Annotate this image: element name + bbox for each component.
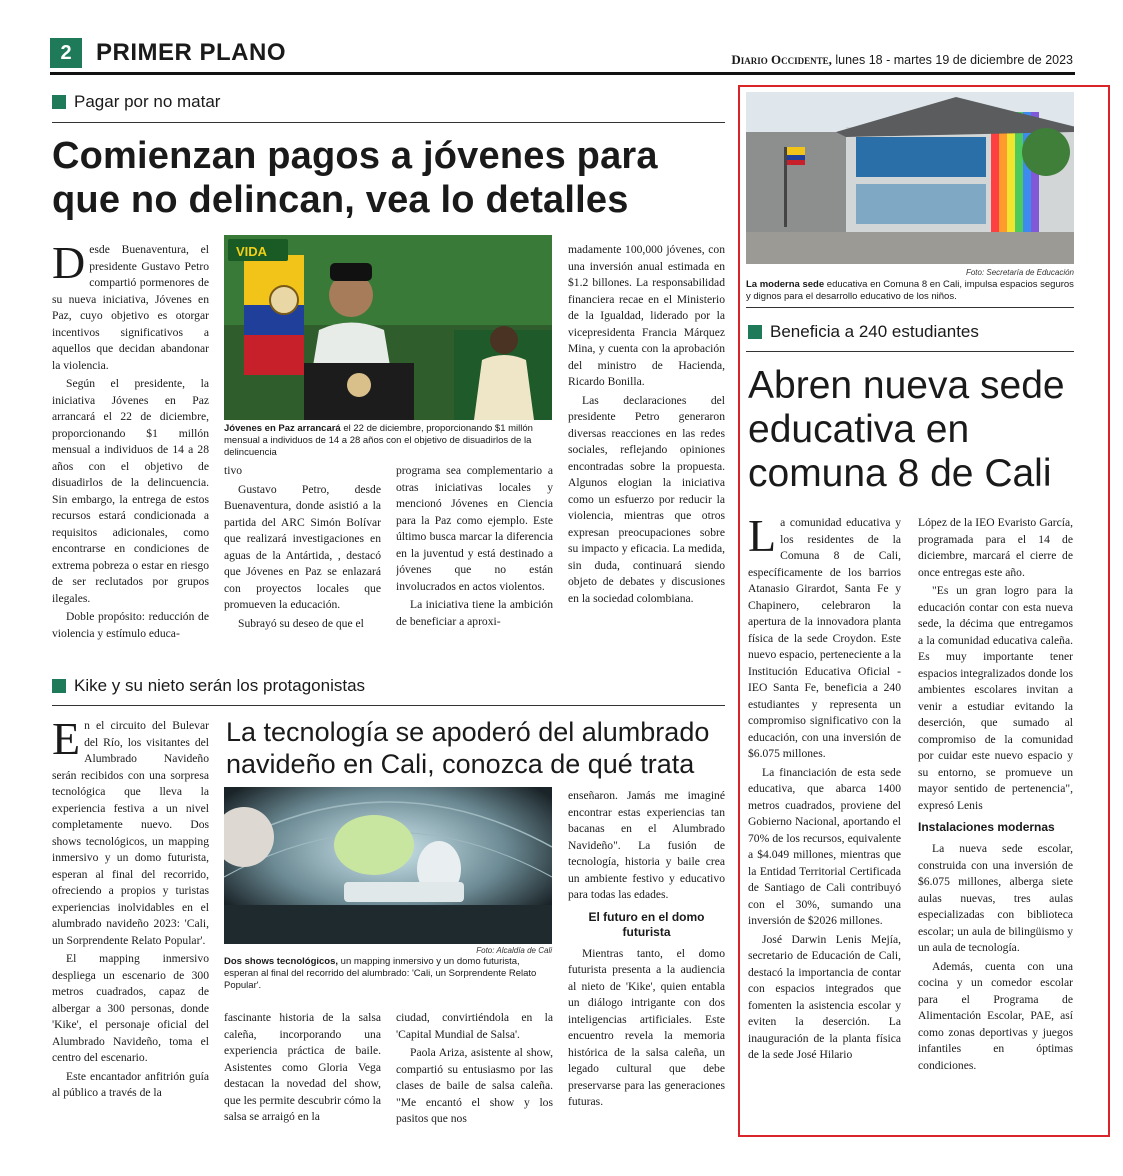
story2-column-4	[568, 788, 725, 1128]
story2-photo-credit: Foto: Alcaldía de Cali	[476, 946, 552, 955]
story1-headline	[52, 134, 732, 222]
paragraph: Doble propósito: reducción de violencia y estímulo educa-	[52, 610, 209, 640]
story3-subhead: Instalaciones modernas	[918, 820, 1055, 834]
story2-kicker	[52, 676, 365, 696]
story3-column-2	[918, 515, 1073, 1127]
paragraph: López de la IEO Evaristo García, programada para el 14 de diciembre, marcará el cierre de once entregas este año.	[918, 516, 1073, 579]
paragraph: Mientras tanto, el domo futurista presenta a la audiencia al nieto de 'Kike', quien entabla un diálogo intrigante con dos inteligencias artificiales. Este encuentro revela la memoria histórica de la salsa caleña, un legado cultural que debe preservarse para las generaciones futuras.	[568, 946, 725, 1108]
paragraph: ciudad, convirtiéndola en la 'Capital Mundial de Salsa'.	[396, 1011, 553, 1041]
story3-kicker-text: Beneficia a 240 estudiantes	[770, 322, 979, 341]
masthead	[660, 52, 1073, 68]
photo-banner-text: VIDA	[236, 244, 268, 259]
story3-photo-school	[746, 92, 1074, 264]
paragraph: Según el presidente, la iniciativa Jóvenes en Paz arrancará el 22 de diciembre, proporcionando $1 millón mensual a individuos de 14 a 28 años con el objetivo de disuadirlos de la delincuencia. Sin embargo, la entrega de estos recursos estará condicionada a requisitos adicionales, como encontrarse en condiciones de extrema pobreza o estar en riesgo de ser reclutados por grupos ilegales.	[52, 377, 209, 605]
story3-headline	[748, 364, 1078, 496]
story1-column-2	[224, 463, 381, 649]
paragraph: Además, cuenta con una cocina y un comedor escolar para el Programa de Alimentación Escolar, PAE, así como zonas deportivas y juegos infantiles en óptimas condiciones.	[918, 959, 1073, 1072]
header-rule	[50, 72, 1075, 75]
paragraph: enseñaron. Jamás me imaginé encontrar estas experiencias tan bacanas en el Alumbrado Navideño". La fusión de tecnología, historia y baile crea un ambiente festivo y educativo para todas las edades.	[568, 789, 725, 901]
paragraph: La financiación de esta sede educativa, que abarca 1400 metros cuadrados, proviene del Gobierno Nacional, aportando el 70% de los recursos, equivalente a $4.049 millones, mientras que la Entidad Territorial Certificada de Santiago de Cali contribuyó con el 30%, sumando una inversión de $2026 millones.	[748, 765, 901, 927]
caption-bold: Jóvenes en Paz arrancará	[224, 423, 341, 434]
paragraph: programa sea complementario a otras iniciativas locales y mencionó Jóvenes en Ciencia para la Paz como ejemplo. Este último busca marcar la diferencia en la juventud y está destinado a jóvenes que no están involucrados en actos violentos.	[396, 464, 553, 593]
paragraph: Las declaraciones del presidente Petro generaron diversas reacciones en las redes sociales, reflejando opiniones encontradas sobre la propuesta. Algunos elogian la iniciativa como un esfuerzo por reducir la violencia, mientras que otros expresan preocupaciones sobre su impacto y eficacia. La medida, sin duda, continuará siendo objeto de debates y discusiones en la sociedad colombiana.	[568, 393, 725, 605]
page-number: 2	[50, 38, 82, 68]
story3-column-1	[748, 515, 901, 1127]
story1-caption	[224, 423, 552, 459]
paragraph: La nueva sede escolar, construida con una inversión de $6.075 millones, alberga siete aulas nuevas, tres aulas especializadas con biblioteca escolar; un aula de bilingüismo y un aula de tecnología.	[918, 842, 1073, 954]
story2-column-1	[52, 718, 209, 1128]
dropcap: E	[52, 718, 81, 764]
paragraph: El mapping inmersivo despliega un escenario de 300 metros cuadrados, capaz de albergar a 300 personas, donde 'Kike', el personaje oficial del Alumbrado Navideño, toma el centro del escenario.	[52, 952, 209, 1064]
story2-photo-dome	[224, 787, 552, 944]
section-title: PRIMER PLANO	[96, 39, 287, 66]
paragraph: Paola Ariza, asistente al show, compartió su entusiasmo por las clases de baile de salsa caleña. "Me encantó el show y los pasitos que nos	[396, 1046, 553, 1125]
paragraph: tivo	[224, 464, 243, 477]
story2-headline	[226, 716, 726, 780]
story2-kicker-text: Kike y su nieto serán los protagonistas	[74, 676, 366, 695]
divider	[52, 122, 725, 123]
story3-photo-credit: Foto: Secretaría de Educación	[965, 268, 1074, 277]
story2-caption	[224, 956, 552, 992]
divider	[52, 705, 725, 706]
paragraph: n el circuito del Bulevar del Río, los visitantes del Alumbrado Navideño serán recibidos con una sorpresa tecnológica que lleva la experiencia festiva a un nivel completamente nuevo. Dos shows tecnológicos, un mapping inmersivo y un domo futurista, esperan al final del recorrido, ofreciendo a propios y turistas experiencias inolvidables en el alumbrado navideño 2023: 'Cali, un Sorprendente Relato Popular'.	[52, 719, 209, 947]
issue-date: lunes 18 - martes 19 de diciembre de 2023	[835, 53, 1073, 67]
divider	[746, 307, 1074, 308]
caption-text: educativa en Comuna 8 en Cali, impulsa espacios seguros y dignos para el desarrollo educativo de los niños.	[746, 279, 1074, 302]
divider	[746, 351, 1074, 352]
caption-text: un mapping inmersivo y un domo futurista, esperan al final del recorrido del alumbrado: 'Cali, un Sorprendente Relato Popular'.	[224, 956, 537, 991]
story3-headline-line2: educativa en	[748, 408, 970, 451]
story3-caption	[746, 279, 1074, 303]
newspaper-brand: Diario Occidente,	[731, 52, 832, 67]
dropcap: L	[748, 515, 777, 561]
story1-photo-petro	[224, 235, 552, 420]
paragraph: La iniciativa tiene la ambición de beneficiar a aproxi-	[396, 598, 553, 628]
story2-headline-line2: navideño en Cali, conozca de qué trata	[226, 749, 695, 779]
story2-column-3	[396, 1010, 553, 1130]
story3-headline-line1: Abren nueva sede	[748, 364, 1065, 407]
story1-column-3	[396, 463, 553, 649]
kicker-square-icon	[52, 95, 66, 109]
paragraph: "Es un gran logro para la educación contar con esta nueva sede, la décima que entregamos a la comunidad educativa caleña. Es muy importante tener espacios integralizados donde los ambientes escolares invitan a venir a estudiar evitando la deserción, que sumado al compromiso de la comunidad por cuidar este nuevo espacio y su entorno, se promueve un mayor sentido de pertenencia", expresó Lenis	[918, 584, 1073, 812]
kicker-square-icon	[52, 679, 66, 693]
story1-headline-line2: que no delincan, vea lo detalles	[52, 179, 629, 221]
paragraph: Subrayó su deseo de que el	[238, 616, 364, 630]
paragraph: esde Buenaventura, el presidente Gustavo Petro compartió pormenores de su nueva iniciativa, Jóvenes en Paz, cuyo objetivo es otorgar incentivos significativos a aquellos que decidan abandonar la violencia.	[52, 243, 209, 372]
caption-bold: La moderna sede	[746, 279, 825, 290]
caption-text: el 22 de diciembre, proporcionando $1 millón mensual a individuos de 14 a 28 años con el objetivo de disuadirlos de la delincuencia	[224, 423, 533, 458]
paragraph: fascinante historia de la salsa caleña, incorporando una experiencia práctica de baile. Asistentes como Gloria Vega destacan la novedad del show, que les permite descubrir cómo la salsa se arraigó en la	[224, 1011, 381, 1123]
dropcap: D	[52, 242, 86, 288]
story2-column-2	[224, 1010, 381, 1130]
story1-column-1	[52, 242, 209, 642]
paragraph: madamente 100,000 jóvenes, con una inversión anual estimada en $1.2 billones. La responsabilidad financiera recae en el Ministerio de la Igualdad, liderado por la vicepresidenta Francia Márquez Mina, y cuenta con la aprobación del ministro de Hacienda, Ricardo Bonilla.	[568, 243, 725, 388]
story1-headline-line1: Comienzan pagos a jóvenes para	[52, 135, 658, 177]
paragraph: a comunidad educativa y los residentes de la Comuna 8 de Cali, específicamente de los barrios Atanasio Girardot, Santa Fe y Chapinero, celebraron la apertura de la innovadora planta física de la sede Croydon. Este nuevo espacio, perteneciente a la Institución Educativa Oficial - IEO Santa Fe, beneficia a 240 estudiantes y representa un compromiso significativo con la educación, con una inversión de $6.075 millones.	[748, 516, 901, 760]
story3-kicker	[748, 322, 979, 342]
paragraph: Gustavo Petro, desde Buenaventura, donde asistió a la partida del ARC Simón Bolívar que realizará investigaciones en aguas de la Antártida, , destacó que Jóvenes en Paz se enlazará con proyectos locales que promueven la educación.	[224, 482, 381, 611]
story2-headline-line1: La tecnología se apoderó del alumbrado	[226, 717, 710, 747]
kicker-square-icon	[748, 325, 762, 339]
paragraph: Este encantador anfitrión guía al público a través de la	[52, 1069, 209, 1099]
story1-kicker-text: Pagar por no matar	[74, 92, 221, 111]
story2-subhead: El futuro en el domo futurista	[588, 909, 705, 939]
story1-kicker	[52, 92, 220, 112]
story1-column-4	[568, 242, 725, 652]
caption-bold: Dos shows tecnológicos,	[224, 956, 339, 967]
paragraph: José Darwin Lenis Mejía, secretario de Educación de Cali, destacó la importancia de contar con espacios integrados que fomenten la asistencia escolar y eviten la deserción. La inauguración de la planta física de la sede José Hilario	[748, 932, 901, 1061]
story3-headline-line3: comuna 8 de Cali	[748, 452, 1052, 495]
